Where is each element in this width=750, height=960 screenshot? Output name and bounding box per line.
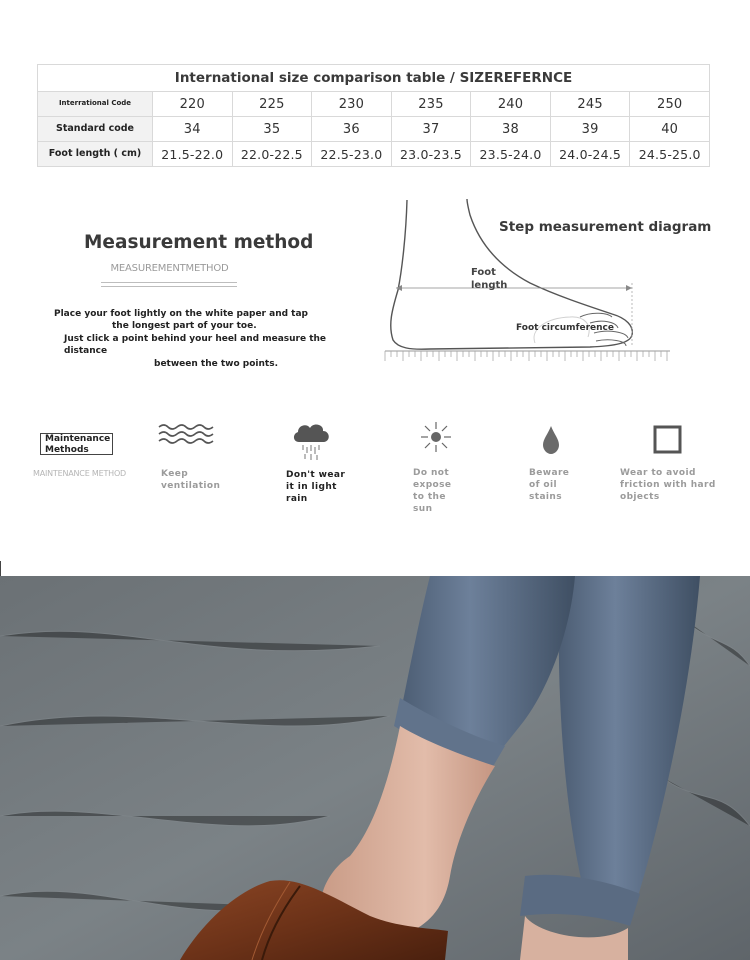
sun-icon <box>420 421 452 453</box>
divider <box>101 286 237 287</box>
table-cell: 250 <box>630 92 710 117</box>
measurement-instructions <box>44 308 359 370</box>
row-header-standard-code: Standard code <box>38 117 153 142</box>
waves-icon <box>157 423 215 445</box>
table-cell: 34 <box>153 117 233 142</box>
table-cell: 21.5-22.0 <box>153 142 233 167</box>
table-cell: 240 <box>471 92 551 117</box>
measurement-method-title: Measurement method <box>84 232 314 253</box>
table-cell: 23.5-24.0 <box>471 142 551 167</box>
care-text-rain: Don't wear it in light rain <box>286 470 346 504</box>
divider <box>0 561 1 576</box>
table-cell: 235 <box>391 92 471 117</box>
table-cell: 40 <box>630 117 710 142</box>
instruction-line: the longest part of your toe. <box>112 321 257 332</box>
table-cell: 35 <box>232 117 312 142</box>
size-comparison-table <box>37 64 710 167</box>
row-header-foot-length: Foot length ( cm) <box>38 142 153 167</box>
table-cell: 220 <box>153 92 233 117</box>
table-cell: 39 <box>550 117 630 142</box>
table-cell: 38 <box>471 117 551 142</box>
table-cell: 23.0-23.5 <box>391 142 471 167</box>
arrow-head-right <box>626 285 632 291</box>
size-table-title: International size comparison table / SIZEREFERNCE <box>37 64 710 91</box>
measurement-method-subtitle: MEASUREMENTMETHOD <box>110 263 229 274</box>
product-photo <box>0 576 750 960</box>
table-cell: 24.0-24.5 <box>550 142 630 167</box>
table-cell: 230 <box>312 92 392 117</box>
rain-cloud-icon <box>291 420 331 462</box>
divider <box>101 282 237 283</box>
table-cell: 22.5-23.0 <box>312 142 392 167</box>
square-icon <box>653 425 682 454</box>
maintenance-methods-title: Maintenance Methods <box>40 433 113 455</box>
instruction-line: Just click a point behind your heel and measure the distance <box>64 333 327 357</box>
table-cell: 225 <box>232 92 312 117</box>
foot-length-label: Foot length <box>471 267 508 291</box>
foot-circumference-label: Foot circumference <box>516 323 614 333</box>
care-text-sun: Do not expose to the sun <box>413 468 452 514</box>
table-row <box>38 92 710 117</box>
table-row <box>38 117 710 142</box>
instruction-line: Place your foot lightly on the white paper and tap <box>54 309 309 319</box>
table-cell: 36 <box>312 117 392 142</box>
care-text-oil: Beware of oil stains <box>529 468 570 502</box>
oil-drop-icon <box>541 425 561 455</box>
row-header-international-code: Interrational Code <box>38 92 153 117</box>
table-cell: 37 <box>391 117 471 142</box>
table-row <box>38 142 710 167</box>
size-comparison-table-section <box>37 64 710 167</box>
table-cell: 22.0-22.5 <box>232 142 312 167</box>
ruler-ticks <box>385 351 667 361</box>
care-text-friction: Wear to avoid friction with hard objects <box>620 468 716 502</box>
table-cell: 245 <box>550 92 630 117</box>
maintenance-method-subtitle: MAINTENANCE METHOD <box>33 469 127 478</box>
care-text-ventilation: Keep ventilation <box>161 469 221 491</box>
table-cell: 24.5-25.0 <box>630 142 710 167</box>
instruction-line: between the two points. <box>154 358 278 369</box>
step-measurement-diagram-title: Step measurement diagram <box>499 219 712 235</box>
